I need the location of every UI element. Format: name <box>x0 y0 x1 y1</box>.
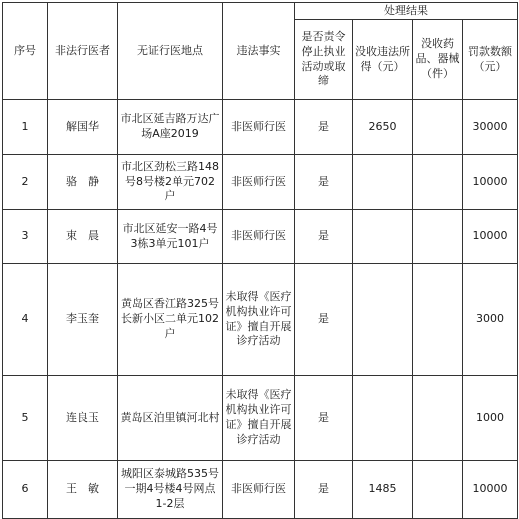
header-suspend: 是否责令停止执业活动或取缔 <box>295 20 353 100</box>
header-confiscate-income: 没收违法所得（元） <box>353 20 413 100</box>
cell-location: 市北区延安一路4号3栋3单元101户 <box>118 210 223 264</box>
table-row <box>3 376 518 461</box>
header-row-1 <box>3 3 518 20</box>
cell-no: 3 <box>3 210 48 264</box>
cell-fine: 10000 <box>463 155 518 210</box>
cell-fact: 非医师行医 <box>223 461 295 519</box>
penalty-table <box>2 2 518 519</box>
cell-suspend: 是 <box>295 264 353 376</box>
header-location: 无证行医地点 <box>118 3 223 100</box>
table-row <box>3 155 518 210</box>
cell-person: 骆 静 <box>48 155 118 210</box>
cell-fact: 未取得《医疗机构执业许可证》擅自开展诊疗活动 <box>223 376 295 461</box>
cell-suspend: 是 <box>295 376 353 461</box>
cell-person: 连良玉 <box>48 376 118 461</box>
cell-items <box>413 264 463 376</box>
header-confiscate-items: 没收药品、器械（件） <box>413 20 463 100</box>
cell-person: 王 敏 <box>48 461 118 519</box>
header-fine: 罚款数额（元） <box>463 20 518 100</box>
cell-income: 2650 <box>353 100 413 155</box>
cell-no: 2 <box>3 155 48 210</box>
cell-suspend: 是 <box>295 100 353 155</box>
table-row <box>3 100 518 155</box>
cell-location: 城阳区泰城路535号一期4号楼4号网点1-2层 <box>118 461 223 519</box>
cell-no: 4 <box>3 264 48 376</box>
cell-suspend: 是 <box>295 155 353 210</box>
cell-location: 市北区延吉路万达广场A座2019 <box>118 100 223 155</box>
cell-income <box>353 376 413 461</box>
cell-items <box>413 100 463 155</box>
cell-income <box>353 264 413 376</box>
cell-location: 市北区劲松三路148号8号楼2单元702户 <box>118 155 223 210</box>
cell-fine: 1000 <box>463 376 518 461</box>
cell-income: 1485 <box>353 461 413 519</box>
cell-fact: 非医师行医 <box>223 155 295 210</box>
cell-fact: 非医师行医 <box>223 210 295 264</box>
cell-fact: 未取得《医疗机构执业许可证》擅自开展诊疗活动 <box>223 264 295 376</box>
cell-no: 5 <box>3 376 48 461</box>
cell-suspend: 是 <box>295 210 353 264</box>
header-person: 非法行医者 <box>48 3 118 100</box>
cell-no: 1 <box>3 100 48 155</box>
cell-fine: 30000 <box>463 100 518 155</box>
header-no: 序号 <box>3 3 48 100</box>
cell-items <box>413 210 463 264</box>
cell-location: 黄岛区香江路325号长新小区二单元102户 <box>118 264 223 376</box>
cell-income <box>353 155 413 210</box>
cell-items <box>413 461 463 519</box>
table-row <box>3 461 518 519</box>
cell-items <box>413 155 463 210</box>
cell-location: 黄岛区泊里镇河北村 <box>118 376 223 461</box>
table-row <box>3 210 518 264</box>
cell-no: 6 <box>3 461 48 519</box>
header-fact: 违法事实 <box>223 3 295 100</box>
cell-income <box>353 210 413 264</box>
cell-fine: 3000 <box>463 264 518 376</box>
cell-fine: 10000 <box>463 210 518 264</box>
cell-person: 解国华 <box>48 100 118 155</box>
cell-fine: 10000 <box>463 461 518 519</box>
cell-items <box>413 376 463 461</box>
cell-suspend: 是 <box>295 461 353 519</box>
header-result-group: 处理结果 <box>295 3 518 20</box>
cell-person: 束 晨 <box>48 210 118 264</box>
cell-person: 李玉奎 <box>48 264 118 376</box>
cell-fact: 非医师行医 <box>223 100 295 155</box>
table-row <box>3 264 518 376</box>
